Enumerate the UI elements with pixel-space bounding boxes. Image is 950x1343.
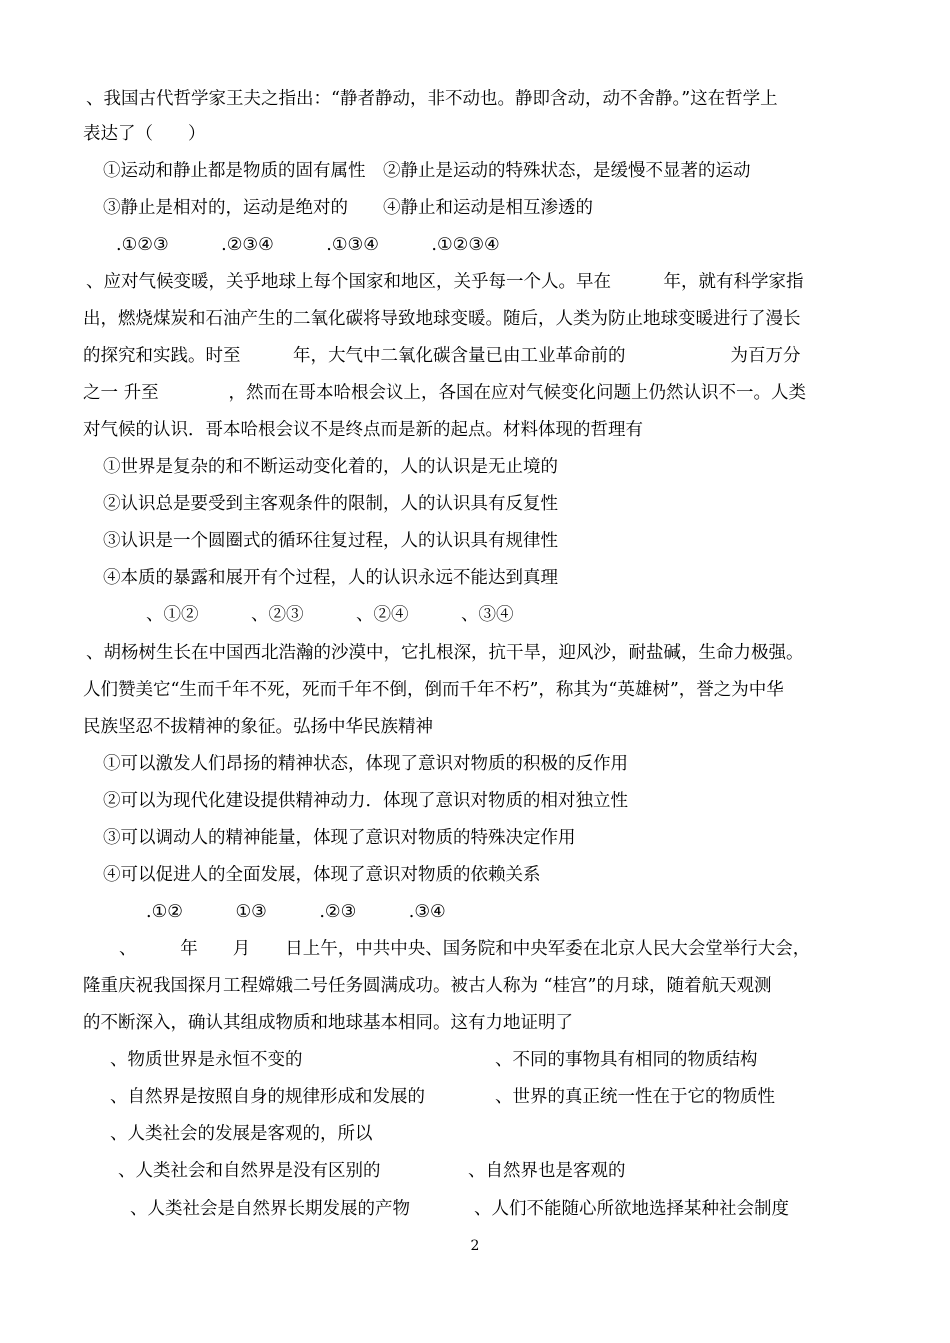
q2-stem-line-1: 、应对气候变暖，关乎地球上每个国家和地区，关乎每一个人。早在 年，就有科学家指 bbox=[86, 272, 804, 292]
q4-stem-line-1: 、 年 月 日上午，中共中央、国务院和中央军委在北京人民大会堂举行大会， bbox=[119, 939, 811, 959]
q2-option-3: ③认识是一个圆圈式的循环往复过程，人的认识具有规律性 bbox=[103, 531, 558, 551]
q3-stem-line-2: 人们赞美它“生而千年不死，死而千年不倒，倒而千年不朽”，称其为“英雄树”，誉之为中华 bbox=[83, 680, 784, 700]
q2-choices: 、①② 、②③ 、②④ 、③④ bbox=[146, 605, 514, 625]
q3-choices: .①② ①③ .②③ .③④ bbox=[146, 902, 446, 922]
q2-option-1: ①世界是复杂的和不断运动变化着的，人的认识是无止境的 bbox=[103, 457, 558, 477]
q3-stem-line-3: 民族坚忍不拔精神的象征。弘扬中华民族精神 bbox=[83, 717, 433, 737]
q4-option-a: 、物质世界是永恒不变的 bbox=[110, 1050, 303, 1070]
q1-option-line-1: ①运动和静止都是物质的固有属性 ②静止是运动的特殊状态，是缓慢不显著的运动 bbox=[103, 161, 751, 181]
q2-stem-line-2: 出，燃烧煤炭和石油产生的二氧化碳将导致地球变暖。随后，人类为防止地球变暖进行了漫长 bbox=[83, 309, 801, 329]
q4-option-d: 、世界的真正统一性在于它的物质性 bbox=[495, 1087, 775, 1107]
q1-option-line-2: ③静止是相对的，运动是绝对的 ④静止和运动是相互渗透的 bbox=[103, 198, 593, 218]
q1-choices: .①②③ .②③④ .①③④ .①②③④ bbox=[116, 235, 500, 255]
q5-option-b: 、自然界也是客观的 bbox=[468, 1161, 626, 1181]
q4-stem-line-2: 隆重庆祝我国探月工程嫦娥二号任务圆满成功。被古人称为 “桂宫”的月球，随着航天观测 bbox=[83, 976, 772, 996]
q2-option-4: ④本质的暴露和展开有个过程，人的认识永远不能达到真理 bbox=[103, 568, 558, 588]
q3-option-4: ④可以促进人的全面发展，体现了意识对物质的依赖关系 bbox=[103, 865, 541, 885]
q4-option-c: 、自然界是按照自身的规律形成和发展的 bbox=[110, 1087, 425, 1107]
q5-option-d: 、人们不能随心所欲地选择某种社会制度 bbox=[474, 1199, 789, 1219]
q5-option-c: 、人类社会是自然界长期发展的产物 bbox=[130, 1199, 410, 1219]
q3-option-2: ②可以为现代化建设提供精神动力．体现了意识对物质的相对独立性 bbox=[103, 791, 628, 811]
q3-option-3: ③可以调动人的精神能量，体现了意识对物质的特殊决定作用 bbox=[103, 828, 576, 848]
q5-option-a: 、人类社会和自然界是没有区别的 bbox=[118, 1161, 381, 1181]
q1-stem-line-1: 、我国古代哲学家王夫之指出：“静者静动，非不动也。静即含动，动不舍静。”这在哲学上 bbox=[86, 89, 778, 109]
q1-stem-line-2: 表达了（ ） bbox=[83, 124, 206, 144]
q5-stem-line-1: 、人类社会的发展是客观的，所以 bbox=[110, 1124, 373, 1144]
q2-stem-line-3: 的探究和实践。时至 年，大气中二氧化碳含量已由工业革命前的 为百万分 bbox=[83, 346, 801, 366]
q4-stem-line-3: 的不断深入，确认其组成物质和地球基本相同。这有力地证明了 bbox=[83, 1013, 573, 1033]
page-number: 2 bbox=[470, 1238, 480, 1254]
q2-stem-line-4: 之一 升至 ，然而在哥本哈根会议上，各国在应对气候变化问题上仍然认识不一。人类 bbox=[83, 383, 807, 403]
q2-option-2: ②认识总是要受到主客观条件的限制，人的认识具有反复性 bbox=[103, 494, 558, 514]
q3-option-1: ①可以激发人们昂扬的精神状态，体现了意识对物质的积极的反作用 bbox=[103, 754, 628, 774]
q2-stem-line-5: 对气候的认识．哥本哈根会议不是终点而是新的起点。材料体现的哲理有 bbox=[83, 420, 643, 440]
q3-stem-line-1: 、胡杨树生长在中国西北浩瀚的沙漠中，它扎根深，抗干旱，迎风沙，耐盐碱，生命力极强。 bbox=[86, 643, 804, 663]
q4-option-b: 、不同的事物具有相同的物质结构 bbox=[495, 1050, 758, 1070]
